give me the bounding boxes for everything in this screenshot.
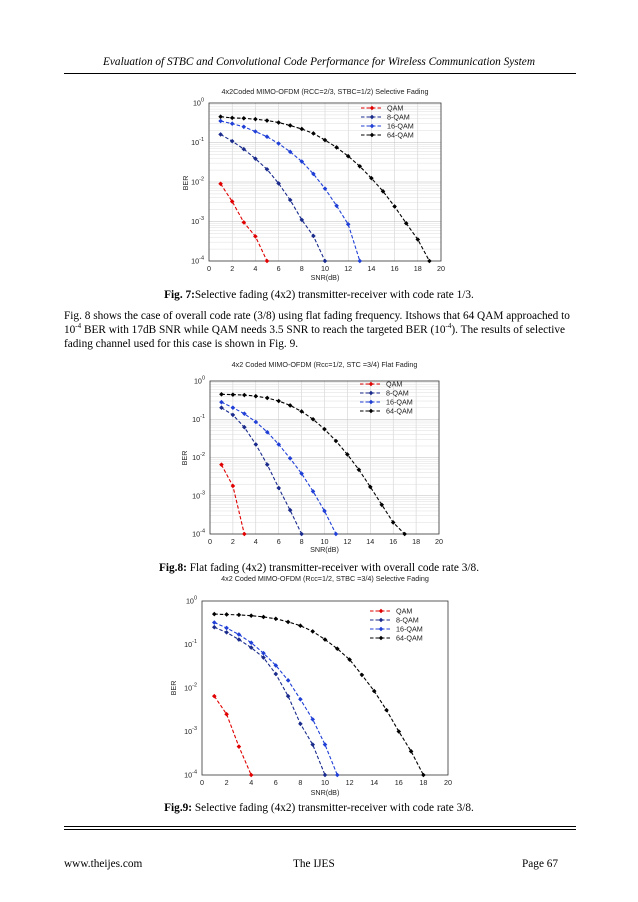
x-tick-label: 4 [249, 778, 254, 787]
data-point [224, 612, 229, 617]
chart-title: 4x2 Coded MIMO-OFDM (Rcc=1/2, STC =3/4) Flat Fading [231, 360, 418, 369]
y-tick-label: $10^0$ [185, 595, 197, 606]
figure-7-caption-label: Fig. 7: [164, 289, 195, 301]
data-point [237, 744, 242, 749]
x-tick-label: 4 [253, 537, 258, 546]
data-point [323, 742, 328, 747]
legend-marker [379, 618, 384, 623]
data-point [421, 773, 426, 778]
x-tick-label: 2 [230, 537, 235, 546]
data-point [298, 697, 303, 702]
x-tick-label: 16 [389, 537, 398, 546]
x-tick-label: 12 [343, 537, 352, 546]
figure-8-caption-label: Fig.8: [158, 562, 187, 574]
x-axis-label: SNR(dB) [310, 788, 340, 797]
y-tick-label: $10^{-3}$ [191, 216, 204, 226]
y-axis-label: BER [180, 450, 189, 466]
data-point [310, 629, 315, 634]
x-tick-label: 20 [444, 778, 452, 787]
data-point [224, 630, 229, 635]
y-tick-label: $10^{-2}$ [184, 682, 197, 693]
x-tick-label: 10 [320, 537, 329, 546]
x-tick-label: 2 [224, 778, 229, 787]
y-tick-label: $10^{-1}$ [184, 639, 197, 649]
data-point [298, 623, 303, 628]
y-axis-label: BER [169, 680, 178, 696]
paragraph-superscript: -4 [445, 322, 452, 331]
legend-marker [379, 636, 384, 641]
data-point [249, 613, 254, 618]
x-tick-label: 14 [370, 778, 379, 787]
x-tick-label: 18 [413, 264, 422, 273]
figure-8-caption-text: Flat fading (4x2) transmitter-receiver with overall code rate 3/8. [186, 562, 480, 574]
y-tick-label: $10^0$ [192, 97, 204, 108]
y-tick-label: $10^{-3}$ [184, 726, 197, 736]
y-tick-label: $10^{-4}$ [192, 528, 205, 539]
y-tick-label: $10^0$ [193, 375, 205, 386]
data-point [261, 615, 266, 620]
figure-9-caption-label: Fig.9: [164, 802, 193, 814]
x-tick-label: 0 [208, 537, 212, 546]
paragraph-superscript: -4 [75, 322, 82, 331]
x-tick-label: 16 [390, 264, 399, 273]
x-tick-label: 8 [299, 264, 304, 273]
legend-marker [379, 627, 384, 632]
x-tick-label: 4 [253, 264, 258, 273]
y-tick-label: $10^{-1}$ [191, 137, 204, 147]
x-tick-label: 10 [321, 264, 329, 273]
figure-9-caption-text: Selective fading (4x2) transmitter-receiver with code rate 3/8. [192, 802, 474, 814]
legend-label: 16-QAM [386, 397, 413, 407]
legend-label: 64-QAM [396, 633, 423, 643]
data-point [335, 773, 340, 778]
data-point [212, 612, 217, 617]
x-tick-label: 6 [276, 537, 281, 546]
footer-rule-2 [64, 829, 576, 830]
footer-page: Page 67 [522, 858, 559, 870]
chart-title: 4x2Coded MIMO-OFDM (RCC=2/3, STBC=1/2) Selective Fading [221, 87, 429, 96]
paragraph-text: ). The results of selective [451, 324, 566, 337]
x-axis-label: SNR(dB) [310, 273, 340, 282]
x-tick-label: 20 [435, 537, 443, 546]
legend-label: 8-QAM [396, 615, 419, 625]
chart-title: 4x2 Coded MIMO-OFDM (Rcc=1/2, STBC =3/4) Selective Fading [221, 574, 429, 583]
legend-label: 16-QAM [396, 624, 423, 634]
data-point [384, 708, 389, 713]
x-tick-label: 8 [299, 537, 304, 546]
x-tick-label: 12 [344, 264, 353, 273]
legend-label: 8-QAM [387, 112, 410, 122]
x-tick-label: 10 [321, 778, 329, 787]
data-point [224, 626, 229, 631]
y-tick-label: $10^{-3}$ [192, 490, 205, 501]
y-tick-label: $10^{-4}$ [184, 769, 197, 780]
series-16-qam [212, 620, 423, 777]
x-tick-label: 6 [276, 264, 281, 273]
series-line [214, 627, 325, 775]
x-tick-label: 2 [230, 264, 235, 273]
x-tick-label: 14 [367, 264, 376, 273]
x-tick-label: 16 [394, 778, 403, 787]
data-point [249, 773, 254, 778]
running-header: Evaluation of STBC and Convolutional Code Performance for Wireless Communication System [103, 56, 535, 68]
legend-label: 8-QAM [386, 388, 409, 398]
footer-rule [64, 826, 576, 827]
x-tick-label: 18 [412, 537, 421, 546]
footer-journal: The IJES [293, 858, 335, 870]
y-tick-label: $10^{-2}$ [191, 176, 204, 187]
x-tick-label: 14 [366, 537, 375, 546]
paragraph-line-1: Fig. 8 shows the case of overall code rate (3/8) using flat fading frequency. Itshows that 64 QAM approached to [64, 310, 570, 322]
y-tick-label: $10^{-4}$ [191, 255, 204, 266]
data-point [286, 678, 291, 683]
series-line [214, 696, 251, 775]
data-point [212, 625, 217, 630]
data-point [274, 616, 279, 621]
legend-label: 64-QAM [387, 130, 414, 140]
x-tick-label: 20 [437, 264, 445, 273]
x-tick-label: 12 [345, 778, 354, 787]
series-line [214, 623, 337, 776]
legend-label: 64-QAM [386, 406, 413, 416]
legend-label: 16-QAM [387, 121, 414, 131]
x-tick-label: 8 [298, 778, 303, 787]
series-line [214, 614, 423, 775]
y-tick-label: $10^{-2}$ [192, 452, 205, 462]
legend-label: QAM [387, 103, 404, 113]
x-tick-label: 0 [207, 264, 211, 273]
data-point [274, 672, 279, 677]
y-axis-label: BER [181, 175, 190, 191]
data-point [323, 773, 328, 778]
data-point [310, 742, 315, 747]
data-point [298, 722, 303, 727]
paragraph-line-3: fading channel used for this case is shown in Fig. 9. [64, 338, 299, 351]
paragraph-text: BER with 17dB SNR while QAM needs 3.5 SNR to reach the targeted BER (10 [81, 324, 446, 337]
legend-marker [379, 609, 384, 614]
x-axis-label: SNR(dB) [310, 545, 339, 554]
footer-website: www.theijes.com [64, 858, 143, 870]
legend-label: QAM [396, 606, 413, 616]
paragraph-text: 10 [64, 324, 76, 337]
y-tick-label: $10^{-1}$ [192, 413, 205, 424]
legend-label: QAM [386, 379, 403, 389]
x-tick-label: 0 [200, 778, 204, 787]
data-point [286, 620, 291, 625]
data-point [360, 673, 365, 678]
series-64-qam [212, 612, 426, 778]
data-point [237, 613, 242, 618]
data-point [212, 620, 217, 625]
figure-7-caption-text: Selective fading (4x2) transmitter-receiver with code rate 1/3. [194, 289, 474, 301]
x-tick-label: 6 [273, 778, 278, 787]
data-point [286, 694, 291, 699]
series-8-qam [212, 616, 419, 778]
x-tick-label: 18 [419, 778, 428, 787]
figure-9-caption [0, 802, 638, 814]
